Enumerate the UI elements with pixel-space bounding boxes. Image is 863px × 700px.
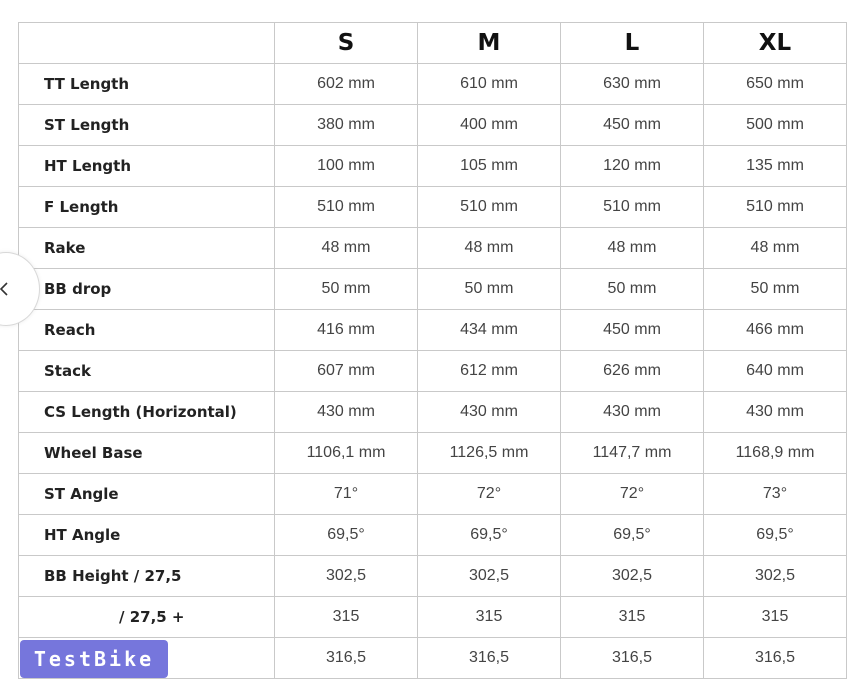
row-label: ST Angle bbox=[19, 474, 275, 515]
cell-value: 73° bbox=[704, 474, 847, 515]
cell-value: 69,5° bbox=[418, 515, 561, 556]
cell-value: 1106,1 mm bbox=[275, 433, 418, 474]
table-row bbox=[19, 310, 847, 351]
cell-value: 640 mm bbox=[704, 351, 847, 392]
cell-value: 430 mm bbox=[704, 392, 847, 433]
row-label: TT Length bbox=[19, 64, 275, 105]
row-label: HT Angle bbox=[19, 515, 275, 556]
cell-value: 315 bbox=[275, 597, 418, 638]
row-label: BB drop bbox=[19, 269, 275, 310]
cell-value: 650 mm bbox=[704, 64, 847, 105]
cell-value: 69,5° bbox=[704, 515, 847, 556]
cell-value: 316,5 bbox=[275, 638, 418, 679]
cell-value: 69,5° bbox=[561, 515, 704, 556]
cell-value: 510 mm bbox=[561, 187, 704, 228]
cell-value: 610 mm bbox=[418, 64, 561, 105]
cell-value: 69,5° bbox=[275, 515, 418, 556]
cell-value: 316,5 bbox=[561, 638, 704, 679]
cell-value: 400 mm bbox=[418, 105, 561, 146]
cell-value: 380 mm bbox=[275, 105, 418, 146]
cell-value: 72° bbox=[561, 474, 704, 515]
cell-value: 50 mm bbox=[704, 269, 847, 310]
table-row bbox=[19, 269, 847, 310]
header-size-s: S bbox=[275, 23, 418, 64]
table-row bbox=[19, 146, 847, 187]
cell-value: 1168,9 mm bbox=[704, 433, 847, 474]
geometry-table bbox=[18, 22, 847, 679]
cell-value: 48 mm bbox=[561, 228, 704, 269]
cell-value: 100 mm bbox=[275, 146, 418, 187]
cell-value: 50 mm bbox=[561, 269, 704, 310]
row-label: / 27,5 + bbox=[19, 597, 275, 638]
table-row bbox=[19, 433, 847, 474]
row-label: BB Height / 27,5 bbox=[19, 556, 275, 597]
cell-value: 302,5 bbox=[704, 556, 847, 597]
row-label: HT Length bbox=[19, 146, 275, 187]
cell-value: 71° bbox=[275, 474, 418, 515]
row-label: Wheel Base bbox=[19, 433, 275, 474]
cell-value: 302,5 bbox=[275, 556, 418, 597]
cell-value: 302,5 bbox=[418, 556, 561, 597]
table-row bbox=[19, 228, 847, 269]
row-label: Stack bbox=[19, 351, 275, 392]
cell-value: 612 mm bbox=[418, 351, 561, 392]
cell-value: 430 mm bbox=[275, 392, 418, 433]
cell-value: 315 bbox=[561, 597, 704, 638]
table-row bbox=[19, 187, 847, 228]
cell-value: 315 bbox=[418, 597, 561, 638]
cell-value: 48 mm bbox=[275, 228, 418, 269]
cell-value: 48 mm bbox=[704, 228, 847, 269]
row-label: Reach bbox=[19, 310, 275, 351]
header-size-l: L bbox=[561, 23, 704, 64]
table-row bbox=[19, 597, 847, 638]
cell-value: 315 bbox=[704, 597, 847, 638]
cell-value: 120 mm bbox=[561, 146, 704, 187]
row-label: ST Length bbox=[19, 105, 275, 146]
cell-value: 510 mm bbox=[418, 187, 561, 228]
cell-value: 500 mm bbox=[704, 105, 847, 146]
row-label: CS Length (Horizontal) bbox=[19, 392, 275, 433]
cell-value: 72° bbox=[418, 474, 561, 515]
cell-value: 607 mm bbox=[275, 351, 418, 392]
cell-value: 1147,7 mm bbox=[561, 433, 704, 474]
cell-value: 434 mm bbox=[418, 310, 561, 351]
cell-value: 626 mm bbox=[561, 351, 704, 392]
cell-value: 1126,5 mm bbox=[418, 433, 561, 474]
cell-value: 316,5 bbox=[704, 638, 847, 679]
watermark-text: TestBike bbox=[33, 647, 155, 671]
cell-value: 416 mm bbox=[275, 310, 418, 351]
table-row bbox=[19, 351, 847, 392]
header-corner bbox=[19, 23, 275, 64]
table-row bbox=[19, 474, 847, 515]
cell-value: 450 mm bbox=[561, 310, 704, 351]
cell-value: 450 mm bbox=[561, 105, 704, 146]
cell-value: 316,5 bbox=[418, 638, 561, 679]
table-row bbox=[19, 105, 847, 146]
chevron-left-icon bbox=[0, 282, 9, 296]
table-row bbox=[19, 392, 847, 433]
cell-value: 50 mm bbox=[275, 269, 418, 310]
testbike-watermark bbox=[20, 640, 168, 678]
cell-value: 105 mm bbox=[418, 146, 561, 187]
row-label: Rake bbox=[19, 228, 275, 269]
cell-value: 430 mm bbox=[561, 392, 704, 433]
header-size-xl: XL bbox=[704, 23, 847, 64]
cell-value: 510 mm bbox=[275, 187, 418, 228]
table-row bbox=[19, 64, 847, 105]
header-size-m: M bbox=[418, 23, 561, 64]
header-row bbox=[19, 23, 847, 64]
table-row bbox=[19, 515, 847, 556]
cell-value: 50 mm bbox=[418, 269, 561, 310]
row-label: F Length bbox=[19, 187, 275, 228]
cell-value: 466 mm bbox=[704, 310, 847, 351]
cell-value: 602 mm bbox=[275, 64, 418, 105]
cell-value: 135 mm bbox=[704, 146, 847, 187]
cell-value: 48 mm bbox=[418, 228, 561, 269]
table-row bbox=[19, 556, 847, 597]
cell-value: 302,5 bbox=[561, 556, 704, 597]
cell-value: 430 mm bbox=[418, 392, 561, 433]
cell-value: 630 mm bbox=[561, 64, 704, 105]
cell-value: 510 mm bbox=[704, 187, 847, 228]
